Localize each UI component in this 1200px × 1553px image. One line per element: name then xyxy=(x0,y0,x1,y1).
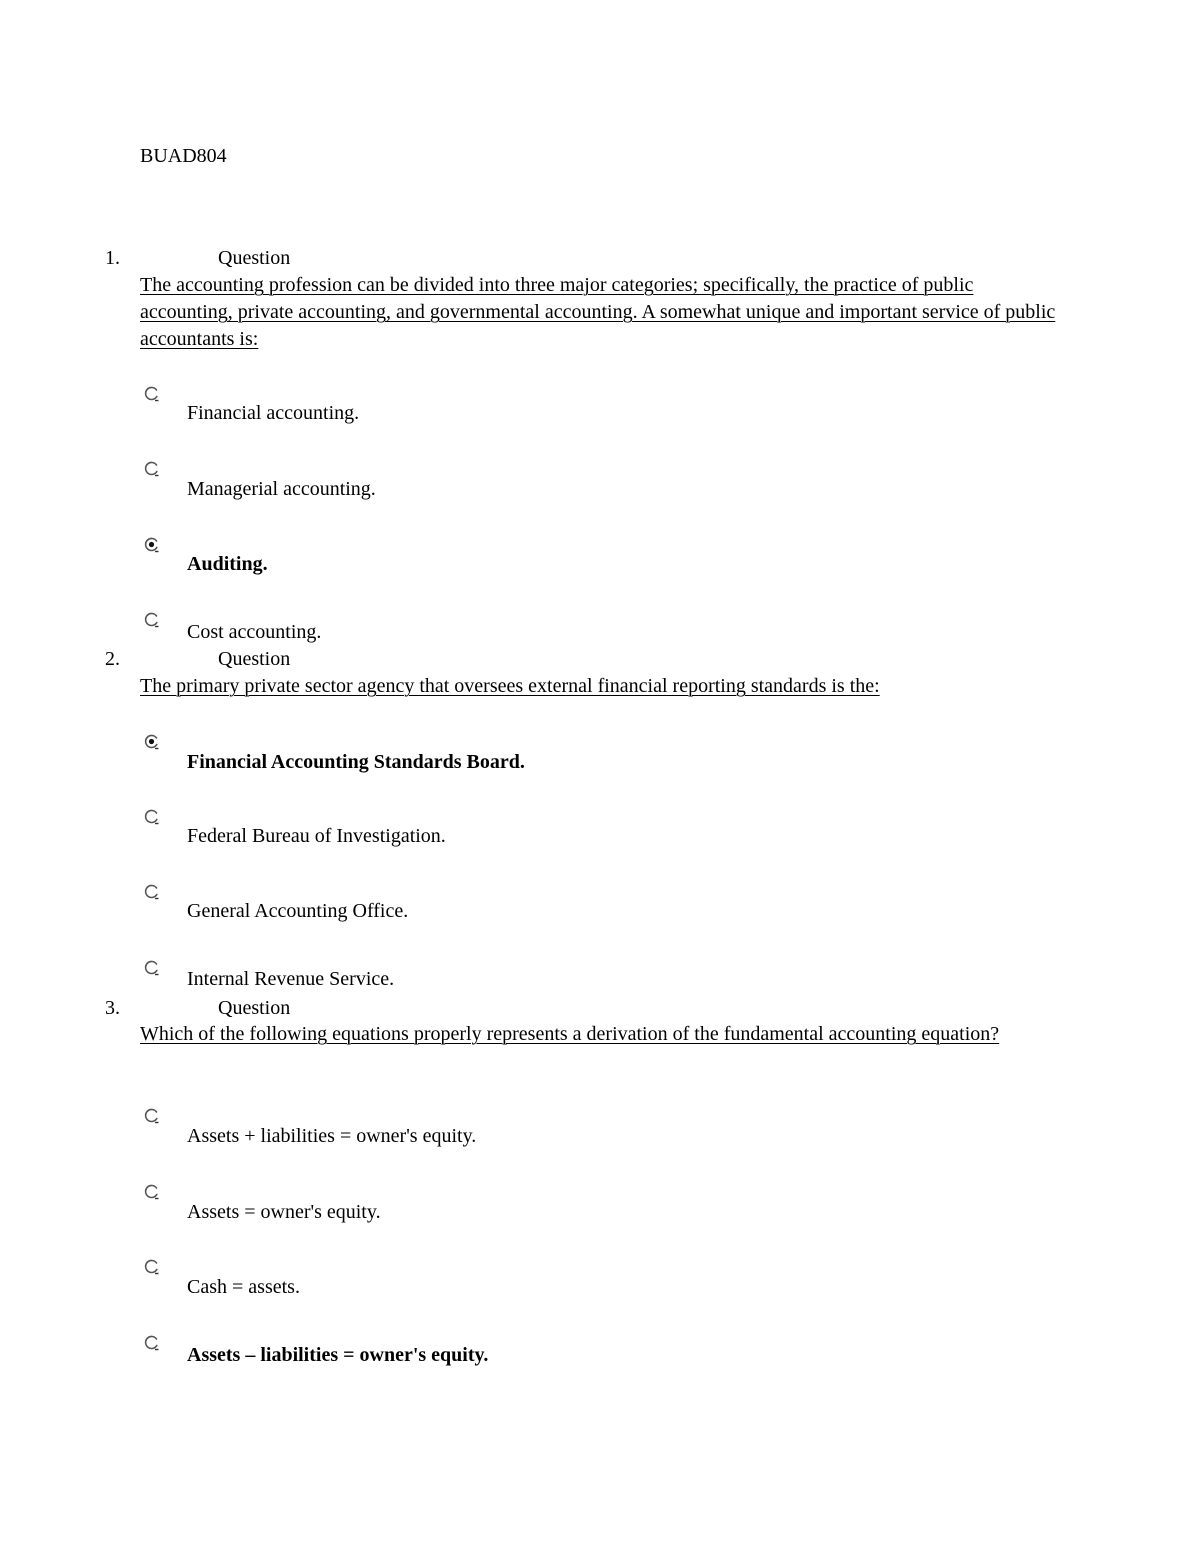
answer-option[interactable]: Financial accounting. xyxy=(187,402,360,424)
answer-option[interactable]: Managerial accounting. xyxy=(187,478,376,500)
radio-button-selected-icon[interactable] xyxy=(144,537,160,553)
radio-ring xyxy=(146,1336,157,1348)
radio-button-icon[interactable] xyxy=(144,1335,160,1351)
radio-dot xyxy=(149,739,154,744)
radio-button-selected-icon[interactable] xyxy=(144,734,160,750)
radio-ring xyxy=(146,810,157,822)
radio-button-icon[interactable] xyxy=(144,1108,160,1124)
radio-button-icon[interactable] xyxy=(144,1184,160,1200)
answer-option-selected[interactable]: Auditing. xyxy=(187,553,268,575)
question-label: Question xyxy=(218,997,291,1019)
radio-ring xyxy=(146,387,157,399)
radio-ring xyxy=(146,462,157,474)
radio-ring xyxy=(146,885,157,897)
answer-option[interactable]: Cash = assets. xyxy=(187,1276,300,1298)
radio-dot xyxy=(149,542,154,547)
radio-button-icon[interactable] xyxy=(144,884,160,900)
question-text: The accounting profession can be divided into three major categories; specifically, the practice of public accounting, private accounting, and governmental accounting. A somewhat unique and important service of public accountants is: xyxy=(140,274,1056,350)
radio-ring xyxy=(146,961,157,973)
radio-button-icon[interactable] xyxy=(144,612,160,628)
answer-option[interactable]: Assets = owner's equity. xyxy=(187,1201,381,1223)
answer-option[interactable]: Internal Revenue Service. xyxy=(187,968,395,990)
question-label: Question xyxy=(218,247,291,269)
radio-ring xyxy=(146,1260,157,1272)
question-text: Which of the following equations properly represents a derivation of the fundamental accounting equation? xyxy=(140,1023,1000,1045)
radio-ring xyxy=(146,1109,157,1121)
radio-button-icon[interactable] xyxy=(144,461,160,477)
radio-button-icon[interactable] xyxy=(144,809,160,825)
radio-ring xyxy=(146,1185,157,1197)
answer-option[interactable]: Assets + liabilities = owner's equity. xyxy=(187,1125,477,1147)
radio-ring xyxy=(146,613,157,625)
radio-button-icon[interactable] xyxy=(144,386,160,402)
answer-option[interactable]: Federal Bureau of Investigation. xyxy=(187,825,446,847)
question-number: 2. xyxy=(105,648,120,670)
question-label: Question xyxy=(218,648,291,670)
radio-button-icon[interactable] xyxy=(144,960,160,976)
answer-option[interactable]: Cost accounting. xyxy=(187,621,322,643)
answer-option-bold[interactable]: Assets – liabilities = owner's equity. xyxy=(187,1344,489,1366)
question-number: 3. xyxy=(105,997,120,1019)
question-number: 1. xyxy=(105,247,120,269)
course-code: BUAD804 xyxy=(140,145,227,167)
radio-button-icon[interactable] xyxy=(144,1259,160,1275)
answer-option[interactable]: General Accounting Office. xyxy=(187,900,409,922)
question-text: The primary private sector agency that oversees external financial reporting standards is the: xyxy=(140,675,880,697)
answer-option-selected[interactable]: Financial Accounting Standards Board. xyxy=(187,751,525,773)
